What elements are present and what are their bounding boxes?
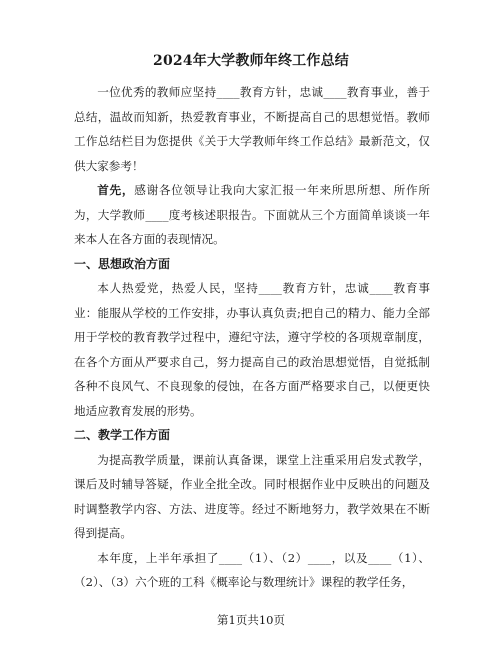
teaching-paragraph-2: 本年度，上半年承担了____（1）、（2）____，以及____（1）、（2）、（3）六个班的工科《概率论与数理统计》课程的教学任务， bbox=[74, 550, 430, 589]
intro-paragraph: 一位优秀的教师应坚持____教育方针，忠诚____教育事业，善于总结，温故而知新，热爱教育事业，不断提高自己的思想觉悟。教师工作总结栏目为您提供《关于大学教师年终工作总结》最新范文，仅供大家参考！ bbox=[74, 85, 430, 173]
teaching-paragraph-1: 为提高教学质量，课前认真备课，课堂上注重采用启发式教学，课后及时辅导答疑，作业全批全改。同时根据作业中反映出的问题及时调整教学内容、方法、进度等。经过不断地努力，教学效果在不断得到提高。 bbox=[74, 452, 430, 540]
section-heading-politics: 一、思想政治方面 bbox=[74, 256, 171, 271]
opening-paragraph bbox=[74, 178, 430, 252]
document-body bbox=[74, 80, 430, 595]
opening-text: 感谢各位领导让我向大家汇报一年来所思所想、所作所为，大学教师____度考核述职报告。下面就从三个方面简单谈谈一年来本人在各方面的表现情况。 bbox=[74, 183, 430, 246]
opening-lead: 首先， bbox=[97, 183, 135, 197]
document-title: 2024年大学教师年终工作总结 bbox=[153, 53, 349, 69]
section-heading-teaching: 二、教学工作方面 bbox=[74, 428, 171, 442]
politics-paragraph: 本人热爱党，热爱人民，坚持____教育方针，忠诚____教育事业：能服从学校的工作安排，办事认真负责;把自己的精力、能力全部用于学校的教育教学过程中，遵纪守法，遵守学校的各项规章制度，在各个方面从严要求自己，努力提高自己的政治思想觉悟，自觉抵制各种不良风气、不良现象的侵蚀，在各方面严格要求自己，以便更快地适应教育发展的形势。 bbox=[74, 281, 430, 418]
page-number: 第1页共10页 bbox=[217, 613, 285, 627]
